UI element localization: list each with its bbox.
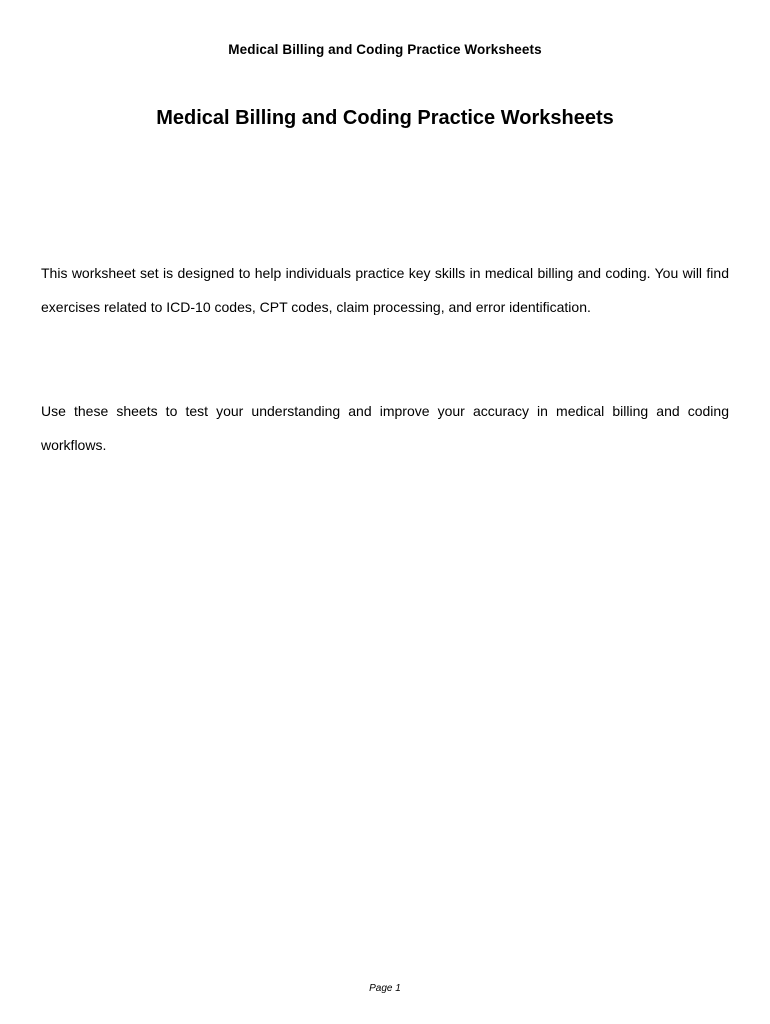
running-header: Medical Billing and Coding Practice Worksheets	[228, 42, 542, 57]
document-title: Medical Billing and Coding Practice Worksheets	[156, 107, 614, 129]
usage-paragraph: Use these sheets to test your understanding and improve your accuracy in medical billing and coding workflows.	[41, 403, 729, 453]
page-number: Page 1	[369, 983, 401, 994]
intro-paragraph: This worksheet set is designed to help individuals practice key skills in medical billing and coding. You will find exercises related to ICD-10 codes, CPT codes, claim processing, and error identification.	[41, 265, 729, 315]
